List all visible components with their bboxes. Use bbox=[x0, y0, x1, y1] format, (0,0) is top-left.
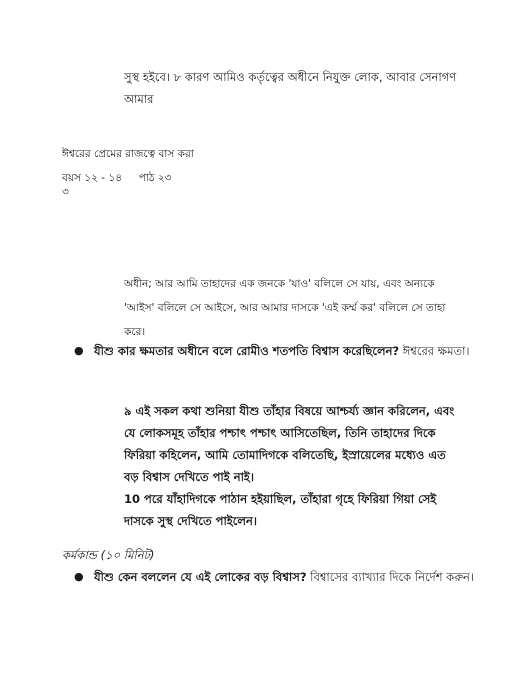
page-number: ৩ bbox=[62, 186, 69, 198]
bullet-answer: ঈশ্বরের ক্ষমতা। bbox=[399, 344, 470, 358]
quote-line: সুস্থ হইবে। ৮ কারণ আমিও কর্তৃত্বের অধীনে নিযুক্ত লোক, আবার সেনাগণ bbox=[124, 70, 457, 84]
discussion-bullet bbox=[74, 340, 494, 362]
bullet-dot-icon: ● bbox=[74, 570, 84, 583]
lesson-title: ঈশ্বরের প্রেমের রাজত্বে বাস করা bbox=[62, 148, 194, 160]
verse-line: ফিরিয়া কহিলেন, আমি তোমাদিগকে বলিতেছি, ইস্রায়েলের মধ্যেও এত bbox=[124, 448, 446, 462]
activity-question: যীশু কেন বললেন যে এই লোকের বড় বিশ্বাস? bbox=[94, 570, 307, 584]
quote-line: 'আইস' বলিলে সে আইসে, আর আমার দাসকে 'এই কর্ম্ম কর' বলিলে সে তাহা bbox=[124, 302, 446, 314]
verse-line: যে লোকসমূহ তাঁহার পশ্চাৎ পশ্চাৎ আসিতেছিল, তিনি তাহাদের দিকে bbox=[124, 426, 436, 440]
quote-top bbox=[124, 66, 496, 110]
quote-bold bbox=[124, 400, 496, 532]
bullet-dot-icon: ● bbox=[74, 344, 84, 357]
activity-instruction: বিশ্বাসের ব্যাখ্যার দিকে নির্দেশ করুন। bbox=[306, 570, 474, 584]
bullet-question: যীশু কার ক্ষমতার অধীনে বলে রোমীও শতপতি বিশ্বাস করেছিলেন? bbox=[94, 344, 400, 358]
lesson-meta: বয়স ১২ - ১৪ পাঠ ২৩ bbox=[62, 172, 172, 184]
quote-mid bbox=[124, 272, 496, 344]
verse-line: 10 পরে যাঁহাদিগকে পাঠান হইয়াছিল, তাঁহারা গৃহে ফিরিয়া গিয়া সেই bbox=[124, 492, 437, 506]
verse-line: দাসকে সুস্থ দেখিতে পাইলেন। bbox=[124, 514, 257, 528]
verse-line: ৯ এই সকল কথা শুনিয়া যীশু তাঁহার বিষয়ে আশ্চর্য্য জ্ঞান করিলেন, এবং bbox=[124, 404, 455, 418]
activity-heading: কর্মকান্ড (১০ মিনিট) bbox=[62, 548, 155, 562]
quote-line: আমার bbox=[124, 92, 154, 106]
quote-line: করে। bbox=[124, 326, 146, 338]
verse-line: বড় বিশ্বাস দেখিতে পাই নাই। bbox=[124, 470, 255, 484]
activity-bullet bbox=[74, 566, 494, 588]
bullet-text bbox=[94, 340, 494, 362]
bullet-text bbox=[94, 566, 494, 588]
quote-line: অধীন; আর আমি তাহাদের এক জনকে 'যাও' বলিলে সে যায়, এবং অন্যকে bbox=[124, 278, 435, 290]
